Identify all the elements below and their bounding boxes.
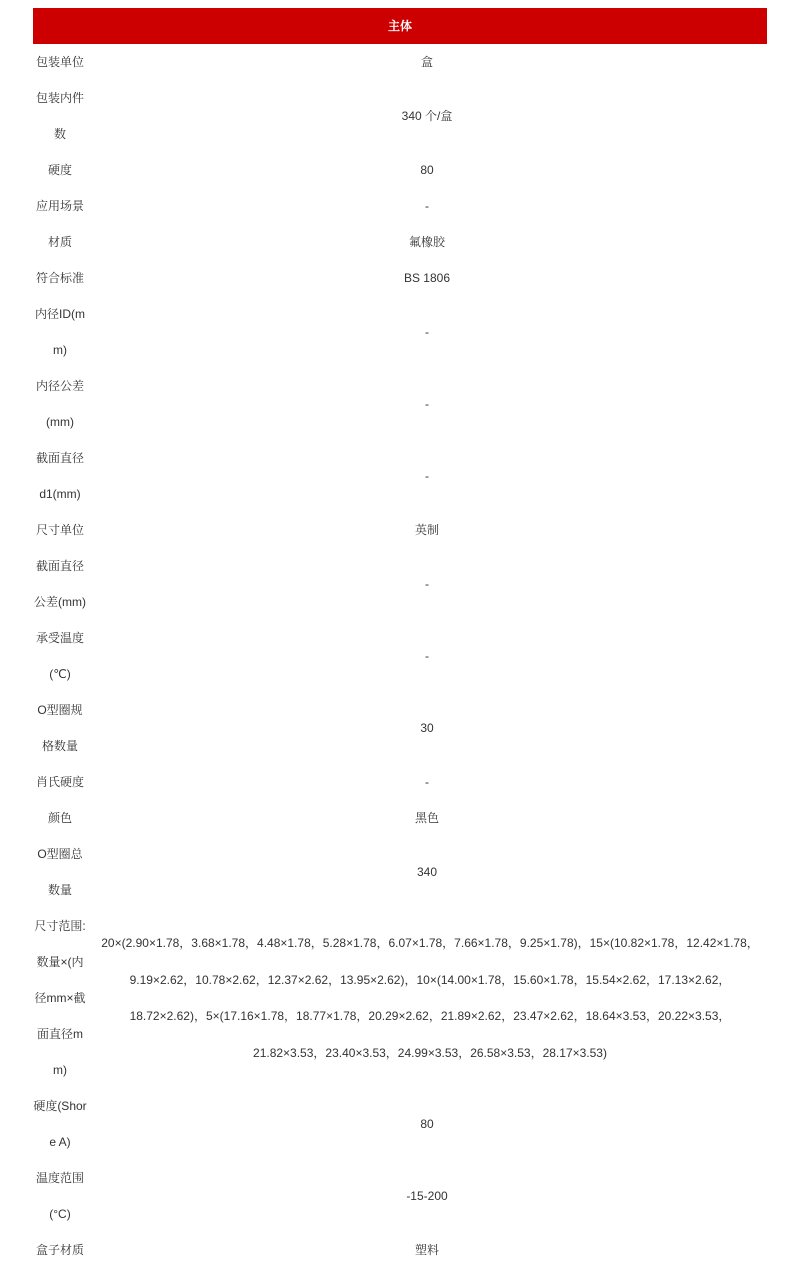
param-row-inner-diameter-tolerance — [33, 368, 767, 440]
param-label: 盒子材质 — [35, 1243, 84, 1257]
param-row-packaging-unit — [33, 44, 767, 80]
param-value: BS 1806 — [403, 271, 451, 285]
param-value: 塑料 — [414, 1243, 439, 1257]
param-row-material — [33, 224, 767, 260]
param-label: 截面直径公差(mm) — [34, 559, 86, 609]
param-value: - — [425, 577, 429, 591]
param-row-application — [33, 188, 767, 224]
param-row-hardness-shore-a — [33, 1088, 767, 1160]
param-value: - — [425, 325, 429, 339]
param-value: -15-200 — [406, 1189, 448, 1203]
param-label: 包装单位 — [35, 55, 84, 69]
param-label: 内径公差(mm) — [35, 379, 84, 429]
param-value: 氟橡胶 — [408, 235, 445, 249]
param-value: 340 — [416, 865, 438, 879]
param-row-cross-section-tolerance — [33, 548, 767, 620]
param-value: - — [425, 199, 429, 213]
param-row-spec-count — [33, 692, 767, 764]
param-value: 盒 — [420, 55, 433, 69]
param-value: 80 — [420, 1117, 434, 1131]
param-row-hardness — [33, 152, 767, 188]
param-value: - — [425, 649, 429, 663]
section-header: 主体 — [33, 8, 767, 44]
param-value: 80 — [420, 163, 434, 177]
param-label: 承受温度(℃) — [35, 631, 84, 681]
param-row-temperature-rating — [33, 620, 767, 692]
param-row-temperature-range — [33, 1160, 767, 1232]
param-label: 材质 — [47, 235, 72, 249]
param-label: 肖氏硬度 — [35, 775, 84, 789]
param-label: O型圈规格数量 — [37, 703, 83, 753]
param-row-total-count — [33, 836, 767, 908]
param-row-cross-section — [33, 440, 767, 512]
param-row-pieces-per-box — [33, 80, 767, 152]
param-label: O型圈总数量 — [37, 847, 83, 897]
param-value: - — [425, 775, 429, 789]
parameter-table — [33, 44, 767, 1268]
param-row-inner-diameter — [33, 296, 767, 368]
param-row-color — [33, 800, 767, 836]
param-value: 30 — [420, 721, 434, 735]
param-value: - — [425, 397, 429, 411]
param-label: 硬度 — [47, 163, 72, 177]
param-row-standard — [33, 260, 767, 296]
param-value: - — [425, 469, 429, 483]
param-label: 硬度(Shore A) — [33, 1099, 87, 1149]
param-row-box-material — [33, 1232, 767, 1268]
param-label: 尺寸范围:数量×(内径mm×截面直径mm) — [34, 919, 86, 1077]
param-row-size-range — [33, 908, 767, 1088]
param-label: 包装内件数 — [35, 91, 84, 141]
param-value: 英制 — [414, 523, 439, 537]
param-label: 符合标准 — [35, 271, 84, 285]
param-label: 截面直径d1(mm) — [35, 451, 84, 501]
param-label: 内径ID(mm) — [35, 307, 85, 357]
param-label: 温度范围(°C) — [35, 1171, 84, 1221]
param-row-size-unit — [33, 512, 767, 548]
param-label: 应用场景 — [35, 199, 84, 213]
param-label: 尺寸单位 — [35, 523, 84, 537]
param-value: 340 个/盒 — [401, 109, 453, 123]
param-row-shore-hardness — [33, 764, 767, 800]
param-label: 颜色 — [47, 811, 72, 825]
param-value: 黑色 — [414, 811, 439, 825]
param-value: 20×(2.90×1.78，3.68×1.78，4.48×1.78，5.28×1.78，6.07×1.78，7.66×1.78，9.25×1.78)，15×(10.82×1.78，12.42×1.78，9.19×2.62，10.78×2.62，12.37×2.62，13.95×2.62)，10×(14.00×1.78，15.60×1.78，15.54×2.62，17.13×2.62，18.72×2.62)，5×(17.16×1.78，18.77×1.78，20.29×2.62，21.89×2.62，23.47×2.62，18.64×3.53，20.22×3.53，21.82×3.53，23.40×3.53，24.99×3.53，26.58×3.53，28.17×3.53) — [101, 936, 759, 1060]
